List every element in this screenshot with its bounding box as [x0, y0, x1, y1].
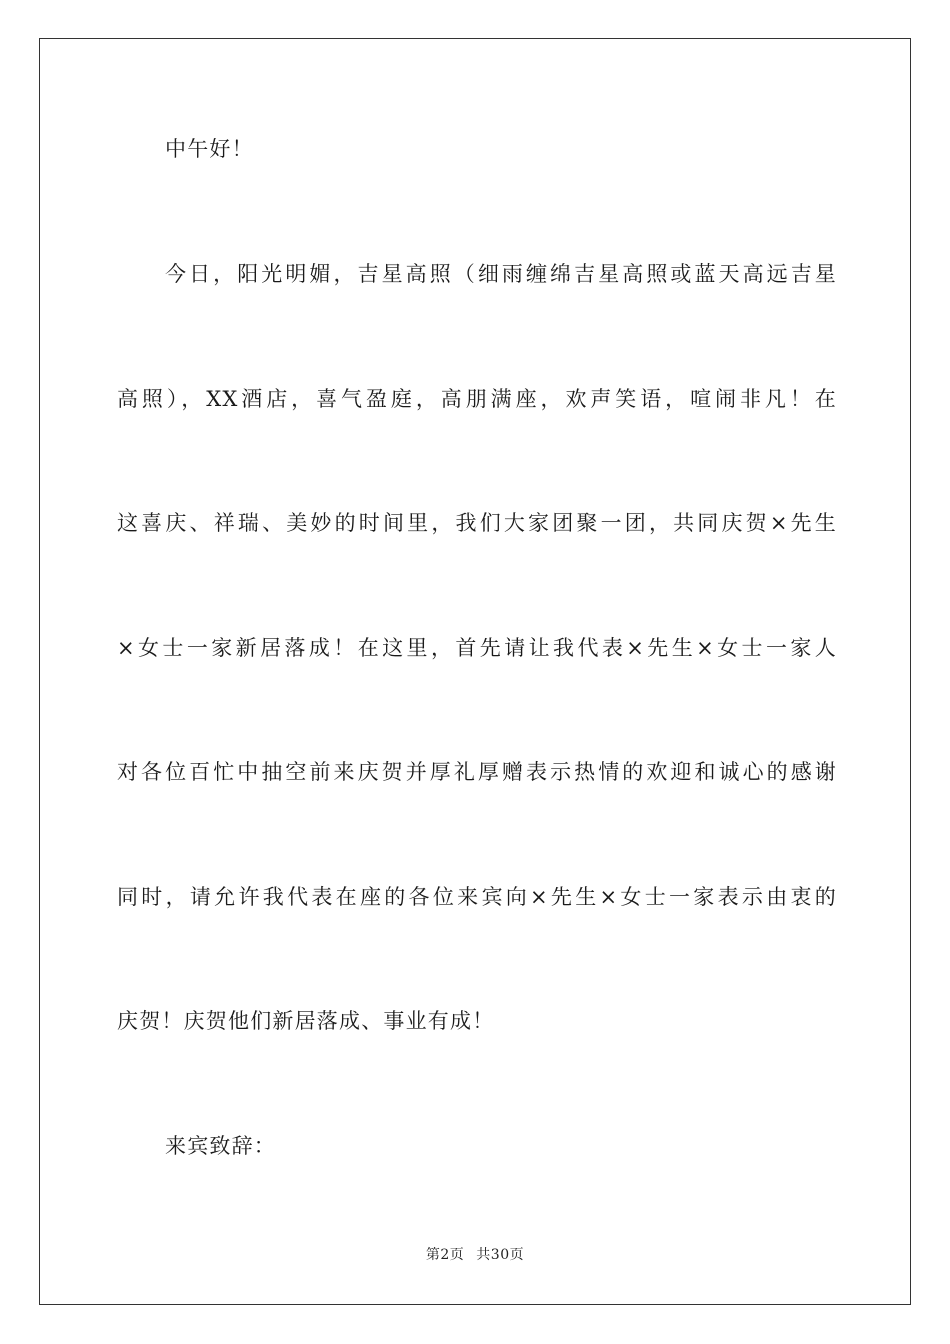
- paragraph-line: 对各位百忙中抽空前来庆贺并厚礼厚赠表示热情的欢迎和诚心的感谢: [117, 760, 837, 784]
- paragraph-line: ×女士一家新居落成！在这里，首先请让我代表×先生×女士一家人: [117, 636, 837, 660]
- paragraph-line: 高照），XX酒店，喜气盈庭，高朋满座，欢声笑语，喧闹非凡！在: [117, 387, 837, 411]
- page-footer: [0, 1246, 950, 1264]
- page-number-current: 第2页: [425, 1247, 465, 1263]
- page-border: [39, 38, 911, 1305]
- paragraph-line: 这喜庆、祥瑞、美妙的时间里，我们大家团聚一团，共同庆贺×先生: [117, 511, 837, 535]
- page-number-total: 共30页: [476, 1247, 525, 1263]
- paragraph-line: 同时，请允许我代表在座的各位来宾向×先生×女士一家表示由衷的: [117, 885, 837, 909]
- paragraph-line: 今日，阳光明媚，吉星高照（细雨缠绵吉星高照或蓝天高远吉星: [165, 262, 837, 286]
- section-heading: 来宾致辞：: [165, 1134, 276, 1158]
- paragraph-line: 庆贺！庆贺他们新居落成、事业有成！: [117, 1009, 495, 1033]
- greeting-line: 中午好！: [165, 137, 254, 161]
